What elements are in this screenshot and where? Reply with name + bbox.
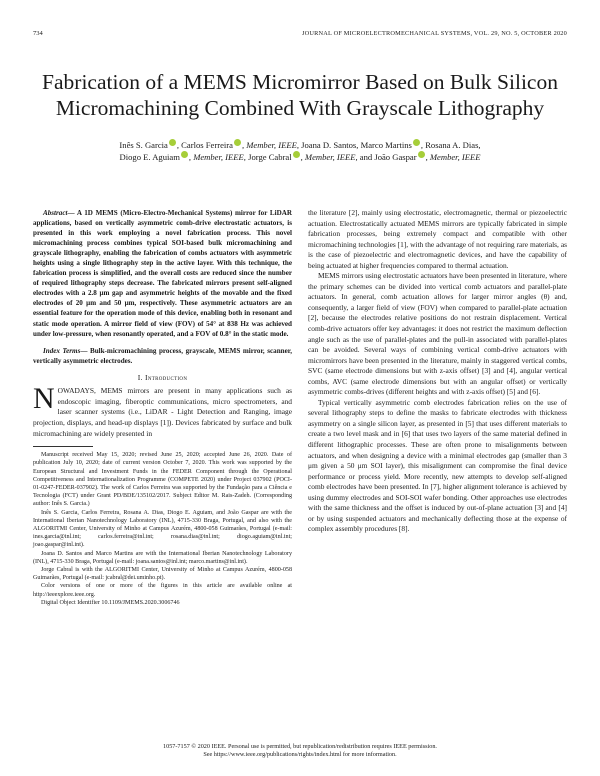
body-paragraph: Typical vertically asymmetric comb electrodes fabrication relies on the use of several lithography steps to define the masks to fabricate electrodes with thickness asymmetry on a single silicon layer, as presented in [5] that uses different materials to create a two level mask and in [6] that uses two layers of the same material defined in different lithographic processes. These are often prone to misalignments between actuators, and when designing a device with a minimal electrodes gap (smaller than 3 μm given a 50 μm SOI layer), this misalignment can compromise the final device performance or process yield. More recently, new attempts to develop self-aligned comb electrodes have been presented. In [7], higher alignment tolerance is achieved by using dummy electrodes and SOI-SOI wafer bonding. Other approaches use electrodes with the same thickness and the offset is induced by out-of-plane actuation [3] and [4] or by using suspended actuators and mechanically deflecting those at the expense of complex assembly procedures [8]. (308, 397, 567, 534)
footnote-affiliation: Jorge Cabral is with the ALGORITMI Center, University of Minho at Campus Azurém, 4800-058 Guimarães, Portugal (e-mail: jcabral@dei.uminho.pt). (33, 567, 292, 582)
intro-paragraph (33, 382, 292, 439)
left-column (33, 208, 292, 607)
index-terms-label: Index Terms (43, 346, 81, 355)
author-name: , Joana D. Santos, Marco Martins (296, 140, 412, 150)
author-name: Inês S. Garcia (119, 140, 168, 150)
body-paragraph: MEMS mirrors using electrostatic actuators have been presented in literature, where the primary schemes can be divided into vertical comb actuators and parallel-plate actuators. In general, comb actuation allows for larger mirror angles (θ) and, consequently, a larger field of view (FOV) when compared to parallel-plate actuation [2], because the electrodes relative positions do not restrain displacement. Vertical comb-drive actuators offer key advantages: it does not restrict the maximum deflection angle such as the use of parallel-plates and the pull-in associated with parallel-plates can be avoided. Several ways of combining vertical comb-drive actuators with micromirrors have been presented in the literature, mainly in staggered vertical combs, SVC (same electrode dimensions but with z-axis offset) [3] and [4], angular vertical combs, AVC (same electrode dimensions but with an angular offset) or vertically asymmetric combs-drives (different heights and with z-axis offset) [5] and [6]. (308, 271, 567, 397)
author-membership: , Member, IEEE (300, 152, 356, 162)
orcid-icon[interactable] (418, 151, 425, 158)
drop-cap: N (33, 382, 55, 416)
body-paragraph: the literature [2], mainly using electrostatic, electromagnetic, thermal or piezoelectric actuation. Electrostatically actuated MEMS mirrors are typically fabricated in simple fabrication processes, being extremely compact and compatible with other micromachining technologies [1], with the advantage of not requiring rare materials, as is the case of piezoelectric and electromagnetic devices, and have the capability of being actuated at higher frequencies compared to thermal actuation. (308, 208, 567, 270)
rights-link[interactable]: See https://www.ieee.org/publications/rights/index.html for more information. (203, 751, 397, 759)
author-name: Diogo E. Aguiam (119, 152, 180, 162)
orcid-icon[interactable] (234, 139, 241, 146)
copyright-line: 1057-7157 © 2020 IEEE. Personal use is permitted, but republication/redistribution requires IEEE permission. (163, 743, 437, 750)
author-membership: , Member, IEEE (425, 152, 481, 162)
footnote-manuscript: Manuscript received May 15, 2020; revised June 25, 2020; accepted June 26, 2020. Date of publication July 10, 2020; date of current version October 7, 2020. This work was supported by the European Structural and Investment Funds in the FEDER Component through the Operational Competitiveness and Internationalization Programme (COMPETE 2020) under Project 037902 (POCI-01-0247-FEDER-037902). The work of Carlos Ferreira was supported by the Fundação para a Ciência e Tecnologia (FCT) under Grant PD/BDE/135102/2017. Subject Editor M. Rais-Zadeh. (Corresponding author: Inês S. Garcia.) (33, 452, 292, 508)
section-heading: I. Introduction (137, 372, 188, 382)
abstract-label: Abstract (43, 209, 68, 217)
footnote-color: Color versions of one or more of the figures in this article are available online at http://ieeexplore.ieee.org. (33, 583, 292, 598)
orcid-icon[interactable] (169, 139, 176, 146)
author-membership: , Member, IEEE (188, 152, 244, 162)
page-number: 734 (33, 30, 43, 37)
orcid-icon[interactable] (181, 151, 188, 158)
footnote-doi: Digital Object Identifier 10.1109/JMEMS.2020.3006746 (41, 599, 180, 606)
author-list (40, 139, 560, 163)
intro-lead: OWADAYS (57, 386, 94, 396)
footnote-affiliation: Inês S. Garcia, Carlos Ferreira, Rosana A. Dias, Diogo E. Aguiam, and João Gaspar are with the International Iberian Nanotechnology Laboratory (INL), 4715-330 Braga, Portugal, and also with the ALGORITMI Center, University of Minho at Campus Azurém, 4800-058 Guimarães, Portugal (e-mail: ines.garcia@inl.int; carlos.ferreira@inl.int; rosana.dias@inl.int; diogo.aguiam@inl.int; joao.gaspar@inl.int). (33, 509, 292, 549)
footnote-affiliation: Joana D. Santos and Marco Martins are with the International Iberian Nanotechnology Laboratory (INL), 4715-330 Braga, Portugal (e-mail: joana.santos@inl.int; marco.martins@inl.int). (33, 550, 292, 565)
orcid-icon[interactable] (413, 139, 420, 146)
paper-title: Fabrication of a MEMS Micromirror Based on Bulk Silicon Micromachining Combined With Grayscale Lithography (42, 70, 558, 120)
journal-header: JOURNAL OF MICROELECTROMECHANICAL SYSTEMS, VOL. 29, NO. 5, OCTOBER 2020 (301, 30, 567, 37)
abstract (33, 208, 292, 339)
abstract-text: — A 1D MEMS (Micro-Electro-Mechanical Systems) mirror for LiDAR applications, based on vertically asymmetric comb-drive electrostatic actuators, is presented in this work employing a novel fabrication process. This novel micromachining process combines typical SOI-based bulk micromachining and grayscale lithography, enabling the fabrication of combs actuators with asymmetric heights using a single lithography step in the active layer. With this technique, the fabrication process is simplified, and the overall costs are reduced since the number of required lithography steps decrease. The fabricated mirrors present self-aligned electrodes with a 2.8 μm gap and asymmetric heights of the movable and the fixed electrodes of 20 μm and 50 μm, respectively. These asymmetric actuators are an essential feature for the operation mode of this device, enabling both in resonant and static mode operation. A mirror field of view (FOV) of 54° at 838 Hz was achieved under low-pressure, when resonantly operated, and a FOV of 0.8° in the static mode. (33, 209, 292, 338)
author-name: , Carlos Ferreira (176, 140, 233, 150)
orcid-icon[interactable] (293, 151, 300, 158)
right-column (308, 208, 567, 535)
index-terms (33, 346, 292, 366)
intro-text: , MEMS mirrors are present in many applications such as endoscopic imaging, fiberoptic communications, micro spectrometers, and laser scanner systems (i.e., LiDAR - Light Detection and Ranging, image projection, displays, and head-up displays [1]). Devices fabricated by surface and bulk micromachining are widely presented in (33, 386, 292, 438)
author-name: , Jorge Cabral (243, 152, 292, 162)
footnote-divider (33, 446, 93, 447)
copyright-footer (30, 743, 570, 760)
index-terms-text: — Bulk-micromachining process, grayscale, MEMS mirror, scanner, vertically asymmetric electrodes. (33, 346, 292, 365)
author-name: , and João Gaspar (355, 152, 417, 162)
author-membership: , Member, IEEE (241, 140, 297, 150)
author-name: , Rosana A. Dias, (420, 140, 481, 150)
